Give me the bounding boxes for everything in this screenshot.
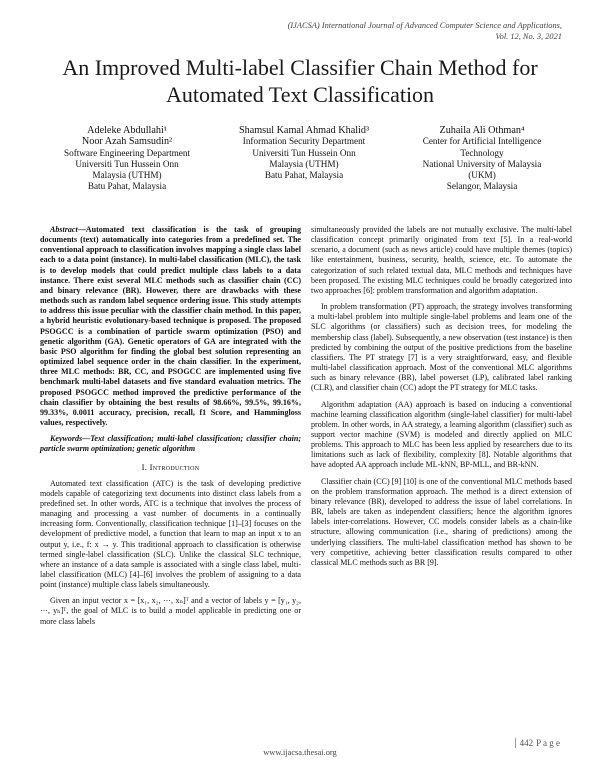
- affiliation-line: Information Security Department: [242, 136, 366, 147]
- paper-title: An Improved Multi-label Classifier Chain Method for Automated Text Classification: [62, 55, 538, 107]
- affiliation-line: Malaysia (UTHM): [269, 158, 339, 169]
- footer-url: www.ijacsa.thesai.org: [263, 748, 337, 757]
- body-paragraph: In problem transformation (PT) approach, the strategy involves transforming a multi-label problem into multiple single-label problems and learn one of the SLC algorithms (or classifiers) such as decision trees, for modeling the membership class (label). Subsequently, a new observation (test instance) is then predicted by combining the output of the positive predictions from the baseline classifiers. The PT strategy [7] is a very straightforward, easy, and flexible multi-label classification approach. Most of the conventional MLC algorithms such as binary relevance (BR), label powerset (LP), calibrated label ranking (CLR), and classifier chain (CC) adopt the PT strategy for MLC tasks.: [311, 302, 572, 393]
- body-paragraph: simultaneously provided the labels are not mutually exclusive. The multi-label classification concept primarily originated from text [5]. In a real-world scenario, a document (such as news article) could have multiple themes (topics) like entertainment, business, security, health, science, etc. To automate the categorization of such related textual data, MLC methods and techniques have been proposed. The existing MLC techniques could be broadly categorized into two approaches [6]: problem transformation and algorithm adaptation.: [311, 225, 572, 295]
- abstract-label: Abstract—: [50, 225, 86, 234]
- body-paragraph: Algorithm adaptation (AA) approach is based on inducing a conventional machine learning classification algorithm (single-label classifier) for multi-label problem. In other words, in AA strategy, a learning algorithm (classifier) such as support vector machine (SVM) is modeled and directly applied on MLC problems. This approach to MLC has been less applied by researchers due to its limitations such as lack of flexibility, complexity [8]. Notable algorithms that have adopted AA approach include ML-kNN, BP-MLL, and BR-kNN.: [311, 399, 572, 470]
- author-block-2: [212, 125, 396, 181]
- author-block-1: [42, 125, 212, 193]
- affiliation-line: Software Engineering Department: [63, 147, 191, 158]
- affiliation-line: (UKM): [468, 170, 496, 181]
- left-column: [40, 225, 301, 633]
- author-name: Adeleke Abdullahi¹: [87, 125, 167, 136]
- journal-volume: Vol. 12, No. 3, 2021: [495, 32, 562, 41]
- section-heading-introduction: I. Introduction: [141, 462, 200, 473]
- affiliation-line: Batu Pahat, Malaysia: [87, 181, 167, 192]
- right-column: [311, 225, 572, 574]
- keywords-text: Text classification; multi-label classification; classifier chain; particle swarm optimization; genetic algorithm: [40, 434, 301, 454]
- affiliation-line: Malaysia (UTHM): [92, 170, 162, 181]
- affiliation-line: Universiti Tun Hussein Onn: [252, 147, 356, 158]
- affiliation-line: National University of Malaysia: [422, 158, 542, 169]
- author-name: Zuhaila Ali Othman⁴: [439, 125, 525, 136]
- body-paragraph: Classifier chain (CC) [9] [10] is one of the conventional MLC methods based on the problem transformation approach. The method is a direct extension of binary relevance (BR), developed to address the issue of label correlations. In BR, labels are taken as independent classifiers; hence the algorithm ignores labels inter-correlations. However, CC models consider labels as a chain-like structure, allowing communication (i.e., sharing of predictions) among the underlying classifiers. The multi-label classification method has shown to be very competitive, achieving better classification results compared to other classical MLC methods such as BR [9].: [311, 476, 572, 567]
- body-paragraph: Given an input vector x = [x₁, x₂, ⋯, xₙ]ᵀ and a vector of labels y = [y₁, y₂, ⋯, yₕ]ᵀ, the goal of MLC is to build a model applicable in predicting one or more class labels: [40, 596, 301, 626]
- affiliation-line: Technology: [460, 147, 504, 158]
- author-name: Noor Azah Samsudin²: [81, 136, 173, 148]
- page-number-value: 442: [519, 738, 534, 748]
- abstract-text: Automated text classification is the task of grouping documents (text) automatically into categories from a predefined set. The conventional approach to classification involves mapping a single class label each to a data point (instance). In multi-label classification (MLC), the task is to develop models that could predict multiple class labels to a data instance. There exist several MLC methods such as classifier chain (CC) and binary relevance (BR). However, there are drawbacks with these methods such as random label sequence ordering issue. This study attempts to address this issue peculiar with the classifier chain method. In this paper, a hybrid heuristic evolutionary-based technique is proposed. The proposed PSOGCC is a combination of particle swarm optimization (PSO) and genetic algorithm (GA). Genetic operators of GA are integrated with the basic PSO algorithm for finding the global best solution representing an optimized label sequence order in the chain classifier. In the experiment, three MLC methods: BR, CC, and PSOGCC are implemented using five benchmark multi-label datasets and five standard evaluation metrics. The proposed PSOGCC method improved the predictive performance of the chain classifier by obtaining the best results of 98.66%, 99.5%, 99.16%, 99.33%, 0.0011 accuracy, precision, recall, f1 Score, and Hammingloss values, respectively.: [40, 225, 301, 427]
- affiliation-line: Selangor, Malaysia: [446, 181, 518, 192]
- journal-name: (IJACSA) International Journal of Advanced Computer Science and Applications,: [287, 21, 562, 30]
- keywords-label: Keywords—: [50, 434, 91, 444]
- journal-header: [202, 20, 562, 42]
- page-number: [515, 738, 560, 748]
- body-paragraph: Automated text classification (ATC) is the task of developing predictive models capable of categorizing text documents into distinct class labels from a predefined set. In other words, ATC is a technique that involves the process of managing and processing a vast number of documents in a continually increasing form. Conventionally, classification technique [1]–[3] focuses on the development of predictive model, a function that learn to map an input x to an output y, i.e., f: x → y. This traditional approach to classification is otherwise termed single-label classification (SLC). Unlike the classical SLC technique, where an instance of a data sample is associated with a single class label, multi-label classification (MLC) [4]–[6] involves the problem of assigning to a data point (instance) multiple class labels simultaneously.: [40, 478, 301, 590]
- author-name: Shamsul Kamal Ahmad Khalid³: [238, 125, 370, 136]
- author-block-3: [396, 125, 568, 193]
- abstract: [40, 225, 301, 428]
- keywords: [40, 434, 301, 454]
- affiliation-line: Center for Artificial Intelligence: [422, 136, 542, 147]
- affiliation-line: Batu Pahat, Malaysia: [264, 170, 344, 181]
- affiliation-line: Universiti Tun Hussein Onn: [75, 158, 179, 169]
- page-label: P a g e: [536, 738, 560, 748]
